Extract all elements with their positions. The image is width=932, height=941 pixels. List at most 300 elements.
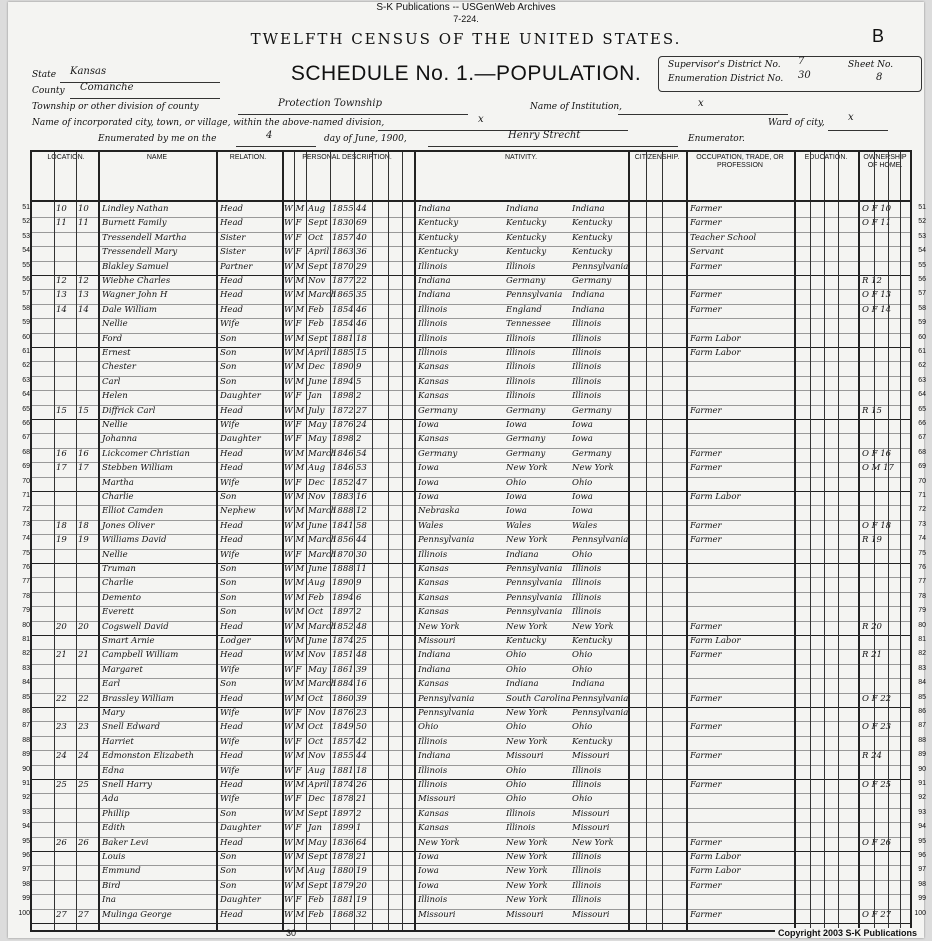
line-number-right: 69 <box>918 463 926 471</box>
column-rule <box>402 152 403 930</box>
cell-age: 58 <box>356 520 367 531</box>
cell-bp: New York <box>418 837 460 848</box>
cell-dw: 19 <box>56 535 67 546</box>
cell-yr: 1885 <box>332 348 354 358</box>
cell-sex: W F <box>284 247 302 258</box>
cell-sex: W M <box>284 693 305 704</box>
cell-fbp: Ohio <box>506 664 527 675</box>
cell-fbp: England <box>506 304 542 315</box>
cell-age: 16 <box>356 679 367 690</box>
cell-sex: W M <box>284 362 305 373</box>
form-number: 7-224. <box>453 14 479 24</box>
cell-fam: 27 <box>78 909 89 920</box>
cell-bp: Kansas <box>418 376 449 387</box>
cell-age: 40 <box>356 232 367 243</box>
cell-rel: Son <box>220 866 237 877</box>
table-row <box>22 895 926 906</box>
cell-rel: Son <box>220 679 237 690</box>
cell-rel: Head <box>220 218 243 229</box>
table-row <box>22 232 926 244</box>
cell-bp: Indiana <box>418 650 451 661</box>
sheet-letter: B <box>871 26 884 46</box>
line-number-right: 65 <box>918 405 926 413</box>
cell-mo: Oct <box>308 722 324 733</box>
line-number-right: 85 <box>918 693 926 701</box>
cell-yr: 1856 <box>332 535 354 546</box>
line-number-right: 72 <box>918 506 926 514</box>
cell-yr: 1877 <box>332 276 354 286</box>
cell-sex: W F <box>284 420 302 430</box>
cell-bp: Missouri <box>418 794 456 805</box>
cell-mo: Dec <box>308 477 325 488</box>
table-row <box>22 592 926 604</box>
cell-mbp: Germany <box>572 405 612 416</box>
cell-mbp: Missouri <box>572 823 610 834</box>
table-row <box>22 319 926 330</box>
line-number: 94 <box>22 823 30 831</box>
cell-name: Phillip <box>102 808 130 819</box>
cell-sex: W M <box>284 636 305 646</box>
cell-sex: W M <box>284 304 305 315</box>
cell-bp: Illinois <box>418 765 448 776</box>
cell-sex: W F <box>284 708 302 718</box>
cell-age: 2 <box>356 391 362 402</box>
cell-fbp: Germany <box>506 405 546 416</box>
cell-mo: Aug <box>308 578 326 589</box>
cell-sex: W M <box>284 405 305 416</box>
cell-mbp: Ohio <box>572 477 593 488</box>
cell-dw: 11 <box>56 218 67 229</box>
line-number-right: 52 <box>918 218 926 226</box>
line-number-right: 74 <box>918 535 926 543</box>
cell-fam: 20 <box>78 621 89 632</box>
cell-mbp: Germany <box>572 448 612 459</box>
cell-fbp: Indiana <box>506 204 539 214</box>
cell-sex: W M <box>284 376 305 387</box>
table-row <box>22 578 926 589</box>
cell-bp: Kansas <box>418 592 449 603</box>
cell-fbp: Illinois <box>506 333 536 344</box>
table-row <box>22 304 926 316</box>
table-row <box>22 880 926 892</box>
cell-rel: Daughter <box>220 434 261 445</box>
cell-yr: 1876 <box>332 420 354 430</box>
cell-occ: Farmer <box>690 621 722 632</box>
cell-rel: Head <box>220 837 243 848</box>
township-label: Township or other division of county <box>32 102 199 112</box>
column-rule <box>838 152 839 930</box>
cell-bp: Pennsylvania <box>418 693 475 704</box>
cell-fbp: Illinois <box>506 808 536 819</box>
cell-occ: Farmer <box>690 448 722 459</box>
cell-own: O F 23 <box>862 722 892 733</box>
cell-fbp: Missouri <box>506 909 544 920</box>
cell-mbp: Indiana <box>572 304 605 315</box>
line-number: 80 <box>22 621 30 629</box>
state-value: Kansas <box>70 66 107 77</box>
cell-sex: W M <box>284 837 305 848</box>
line-number-right: 61 <box>918 348 926 355</box>
cell-bp: Nebraska <box>418 506 460 517</box>
cell-name: Emmund <box>102 866 141 877</box>
cell-mbp: Kentucky <box>572 218 613 229</box>
line-number-right: 82 <box>918 650 926 658</box>
cell-bp: Illinois <box>418 304 448 315</box>
cell-rel: Head <box>220 276 243 286</box>
cell-age: 39 <box>356 664 367 675</box>
cell-name: Nellie <box>102 420 128 430</box>
table-row <box>22 477 926 489</box>
column-rule <box>98 152 100 930</box>
cell-yr: 1888 <box>332 506 354 517</box>
line-number-right: 66 <box>918 420 926 427</box>
table-row <box>22 405 926 417</box>
cell-name: Smart Arnie <box>102 636 155 646</box>
cell-sex: W M <box>284 607 305 618</box>
cell-bp: Kentucky <box>418 218 459 229</box>
cell-bp: Kentucky <box>418 232 459 243</box>
cell-mbp: Illinois <box>572 348 602 358</box>
line-number-right: 93 <box>918 808 926 816</box>
cell-rel: Son <box>220 564 237 574</box>
line-number-right: 67 <box>918 434 926 442</box>
cell-fbp: Wales <box>506 520 532 531</box>
line-number-right: 53 <box>918 232 926 240</box>
cell-own: R 20 <box>862 621 882 632</box>
cell-sex: W M <box>284 722 305 733</box>
cell-yr: 1841 <box>332 520 354 531</box>
cell-name: Blakley Samuel <box>102 261 169 272</box>
cell-name: Dale William <box>102 304 157 315</box>
cell-own: O F 25 <box>862 780 892 790</box>
cell-own: O F 14 <box>862 304 892 315</box>
line-number: 65 <box>22 405 30 413</box>
column-rule <box>294 152 295 930</box>
cell-fbp: Pennsylvania <box>506 564 563 574</box>
cell-fbp: Illinois <box>506 261 536 272</box>
cell-rel: Head <box>220 650 243 661</box>
cell-bp: Kansas <box>418 823 449 834</box>
cell-age: 69 <box>356 218 367 229</box>
cell-mbp: Pennsylvania <box>572 693 629 704</box>
cell-sex: W F <box>284 823 302 834</box>
table-row <box>22 391 926 402</box>
cell-yr: 1880 <box>332 866 354 877</box>
cell-name: Mary <box>102 708 125 718</box>
cell-fbp: Ohio <box>506 765 527 776</box>
cell-rel: Son <box>220 852 237 862</box>
column-rule <box>628 152 630 930</box>
column-rule <box>810 152 811 930</box>
line-number: 69 <box>22 463 30 471</box>
cell-name: Snell Harry <box>102 780 152 790</box>
cell-age: 42 <box>356 736 367 747</box>
cell-fbp: Iowa <box>506 420 527 430</box>
table-row <box>22 866 926 877</box>
cell-yr: 1883 <box>332 492 354 502</box>
census-sheet <box>8 2 924 938</box>
cell-bp: Indiana <box>418 276 451 286</box>
cell-yr: 1870 <box>332 549 354 560</box>
cell-mo: June <box>308 520 328 531</box>
cell-sex: W M <box>284 621 305 632</box>
enumeration-label: Enumeration District No. <box>668 74 784 84</box>
cell-age: 21 <box>356 852 367 862</box>
cell-mo: Feb <box>308 592 324 603</box>
cell-rel: Head <box>220 780 243 790</box>
cell-mbp: Illinois <box>572 880 602 891</box>
cell-occ: Farmer <box>690 693 722 704</box>
line-number: 74 <box>22 535 30 543</box>
cell-rel: Son <box>220 578 237 589</box>
table-row <box>22 204 926 215</box>
cell-sex: W M <box>284 909 305 920</box>
cell-rel: Partner <box>220 261 253 272</box>
cell-dw: 12 <box>56 276 67 286</box>
schedule-title: SCHEDULE No. 1.—POPULATION. <box>290 62 642 85</box>
cell-occ: Farmer <box>690 535 722 546</box>
table-row <box>22 506 926 517</box>
cell-fbp: Illinois <box>506 391 536 402</box>
line-number-right: 88 <box>918 736 926 744</box>
cell-mo: Feb <box>308 909 324 920</box>
cell-fbp: Kentucky <box>506 636 547 646</box>
cell-bp: Kansas <box>418 391 449 402</box>
cell-sex: W M <box>284 348 305 358</box>
cell-rel: Wife <box>220 549 240 560</box>
table-row <box>22 448 926 460</box>
cell-yr: 1851 <box>332 650 354 661</box>
cell-yr: 1854 <box>332 319 354 330</box>
cell-bp: Illinois <box>418 736 448 747</box>
cell-mo: April <box>308 780 330 790</box>
line-number-right: 59 <box>918 319 926 327</box>
line-number: 58 <box>22 304 30 312</box>
cell-occ: Farm Labor <box>690 492 741 502</box>
column-rule <box>794 152 796 930</box>
cell-fam: 19 <box>78 535 89 546</box>
cell-sex: W F <box>284 391 302 402</box>
cell-bp: Missouri <box>418 909 456 920</box>
cell-rel: Daughter <box>220 391 261 402</box>
cell-fbp: New York <box>506 852 548 862</box>
line-number: 54 <box>22 247 30 255</box>
cell-bp: Kansas <box>418 434 449 445</box>
cell-fam: 25 <box>78 780 89 790</box>
cell-mbp: Iowa <box>572 420 593 430</box>
cell-name: Demento <box>102 592 141 603</box>
line-number-right: 89 <box>918 751 926 759</box>
cell-mbp: Illinois <box>572 895 602 906</box>
cell-fbp: Missouri <box>506 751 544 762</box>
cell-mo: Dec <box>308 794 325 805</box>
cell-mbp: Ohio <box>572 549 593 560</box>
cell-fam: 24 <box>78 751 89 762</box>
cell-fbp: South Carolina <box>506 693 571 704</box>
column-rule <box>824 152 825 930</box>
line-number: 51 <box>22 204 30 211</box>
cell-name: Ford <box>102 333 123 344</box>
cell-dw: 15 <box>56 405 67 416</box>
cell-mbp: Kentucky <box>572 636 613 646</box>
cell-mo: Nov <box>308 751 326 762</box>
line-number: 97 <box>22 866 30 874</box>
cell-rel: Wife <box>220 420 240 430</box>
cell-sex: W M <box>284 520 305 531</box>
cell-yr: 1846 <box>332 448 354 459</box>
cell-bp: Illinois <box>418 348 448 358</box>
cell-sex: W M <box>284 808 305 819</box>
line-number: 61 <box>22 348 30 355</box>
cell-fbp: Indiana <box>506 679 539 690</box>
cell-yr: 1870 <box>332 261 354 272</box>
enumerated-middle: day of June, 1900, <box>324 134 407 144</box>
cell-name: Wiebhe Charles <box>102 276 171 286</box>
cell-age: 9 <box>356 362 362 373</box>
cell-fbp: New York <box>506 736 548 747</box>
cell-mbp: Illinois <box>572 852 602 862</box>
cell-sex: W M <box>284 492 305 502</box>
cell-bp: Illinois <box>418 319 448 330</box>
enumerated-prefix: Enumerated by me on the <box>98 134 217 144</box>
cell-yr: 1897 <box>332 607 354 618</box>
cell-own: R 19 <box>862 535 882 546</box>
table-row <box>22 650 926 661</box>
cell-bp: Kansas <box>418 362 449 373</box>
cell-sex: W M <box>284 463 305 474</box>
cell-age: 46 <box>356 304 367 315</box>
line-number-right: 94 <box>918 823 926 831</box>
cell-yr: 1846 <box>332 463 354 474</box>
cell-age: 21 <box>356 794 367 805</box>
cell-mbp: Missouri <box>572 909 610 920</box>
line-number: 63 <box>22 376 30 384</box>
cell-age: 30 <box>356 549 367 560</box>
copyright: Copyright 2003 S-K Publications <box>775 928 920 938</box>
publisher-line: S-K Publications -- USGenWeb Archives <box>376 2 556 13</box>
table-row <box>22 708 926 719</box>
cell-age: 20 <box>356 880 367 891</box>
cell-yr: 1855 <box>332 751 354 762</box>
cell-rel: Wife <box>220 794 240 805</box>
cell-occ: Teacher School <box>690 232 757 243</box>
cell-fbp: Illinois <box>506 362 536 373</box>
line-number: 84 <box>22 679 30 687</box>
line-number: 79 <box>22 607 30 615</box>
cell-bp: Indiana <box>418 664 451 675</box>
cell-rel: Daughter <box>220 895 261 906</box>
cell-age: 54 <box>356 448 367 459</box>
cell-mbp: Iowa <box>572 434 593 445</box>
supervisor-label: Supervisor's District No. <box>668 60 781 70</box>
cell-age: 27 <box>356 405 367 416</box>
cell-occ: Farm Labor <box>690 852 741 862</box>
cell-mbp: New York <box>572 463 614 474</box>
column-rule <box>858 152 860 930</box>
cell-mo: Feb <box>308 304 324 315</box>
cell-fbp: Pennsylvania <box>506 578 563 589</box>
group-location: LOCATION. <box>47 154 85 161</box>
cell-age: 48 <box>356 621 367 632</box>
cell-fam: 26 <box>78 837 89 848</box>
cell-bp: Kansas <box>418 578 449 589</box>
cell-yr: 1860 <box>332 693 354 704</box>
group-name: NAME <box>146 154 168 161</box>
cell-occ: Farmer <box>690 837 722 848</box>
cell-yr: 1879 <box>332 880 354 891</box>
cell-rel: Head <box>220 290 243 301</box>
cell-name: Snell Edward <box>102 722 160 733</box>
cell-age: 23 <box>356 708 367 718</box>
cell-own: O F 13 <box>862 290 892 301</box>
cell-occ: Farmer <box>690 751 722 762</box>
cell-fam: 18 <box>78 520 89 531</box>
cell-rel: Head <box>220 621 243 632</box>
line-number: 85 <box>22 693 30 701</box>
line-number-right: 51 <box>918 204 926 211</box>
table-row <box>22 333 926 345</box>
cell-yr: 1874 <box>332 636 354 646</box>
table-row <box>22 564 926 575</box>
cell-yr: 1874 <box>332 780 354 790</box>
line-number-right: 54 <box>918 247 926 255</box>
table-row <box>22 492 926 503</box>
cell-occ: Farmer <box>690 261 722 272</box>
cell-occ: Farmer <box>690 290 722 301</box>
cell-sex: W M <box>284 578 305 589</box>
cell-fam: 14 <box>78 304 89 315</box>
cell-mbp: Indiana <box>572 679 605 690</box>
cell-sex: W M <box>284 780 305 790</box>
cell-mbp: Missouri <box>572 808 610 819</box>
table-row <box>22 852 926 863</box>
cell-age: 44 <box>356 751 367 762</box>
cell-age: 46 <box>356 319 367 330</box>
cell-name: Stebben William <box>102 463 173 474</box>
cell-sex: W M <box>284 506 305 517</box>
line-number: 62 <box>22 362 30 370</box>
column-rule <box>874 152 875 930</box>
cell-sex: W M <box>284 880 305 891</box>
cell-name: Chester <box>102 362 136 373</box>
line-number-right: 71 <box>918 492 926 499</box>
cell-mo: Jan <box>308 823 322 834</box>
cell-dw: 14 <box>56 304 67 315</box>
cell-yr: 1863 <box>332 247 354 258</box>
cell-mbp: Iowa <box>572 506 593 517</box>
line-number-right: 91 <box>918 780 926 787</box>
line-number-right: 70 <box>918 477 926 485</box>
line-number-right: 90 <box>918 765 926 773</box>
line-number-right: 76 <box>918 564 926 571</box>
cell-mbp: Ohio <box>572 650 593 661</box>
line-number-right: 57 <box>918 290 926 298</box>
cell-mbp: Wales <box>572 520 598 531</box>
cell-mbp: Illinois <box>572 607 602 618</box>
line-number-right: 80 <box>918 621 926 629</box>
line-number-right: 58 <box>918 304 926 312</box>
table-row <box>22 362 926 373</box>
cell-name: Burnett Family <box>102 218 167 229</box>
line-number: 53 <box>22 232 30 240</box>
cell-bp: Iowa <box>418 477 439 488</box>
cell-mo: Dec <box>308 362 325 373</box>
cell-name: Campbell William <box>102 650 179 661</box>
line-number-right: 60 <box>918 333 926 341</box>
cell-mbp: Illinois <box>572 319 602 330</box>
cell-sex: W F <box>284 765 302 776</box>
cell-mo: Nov <box>308 708 326 718</box>
